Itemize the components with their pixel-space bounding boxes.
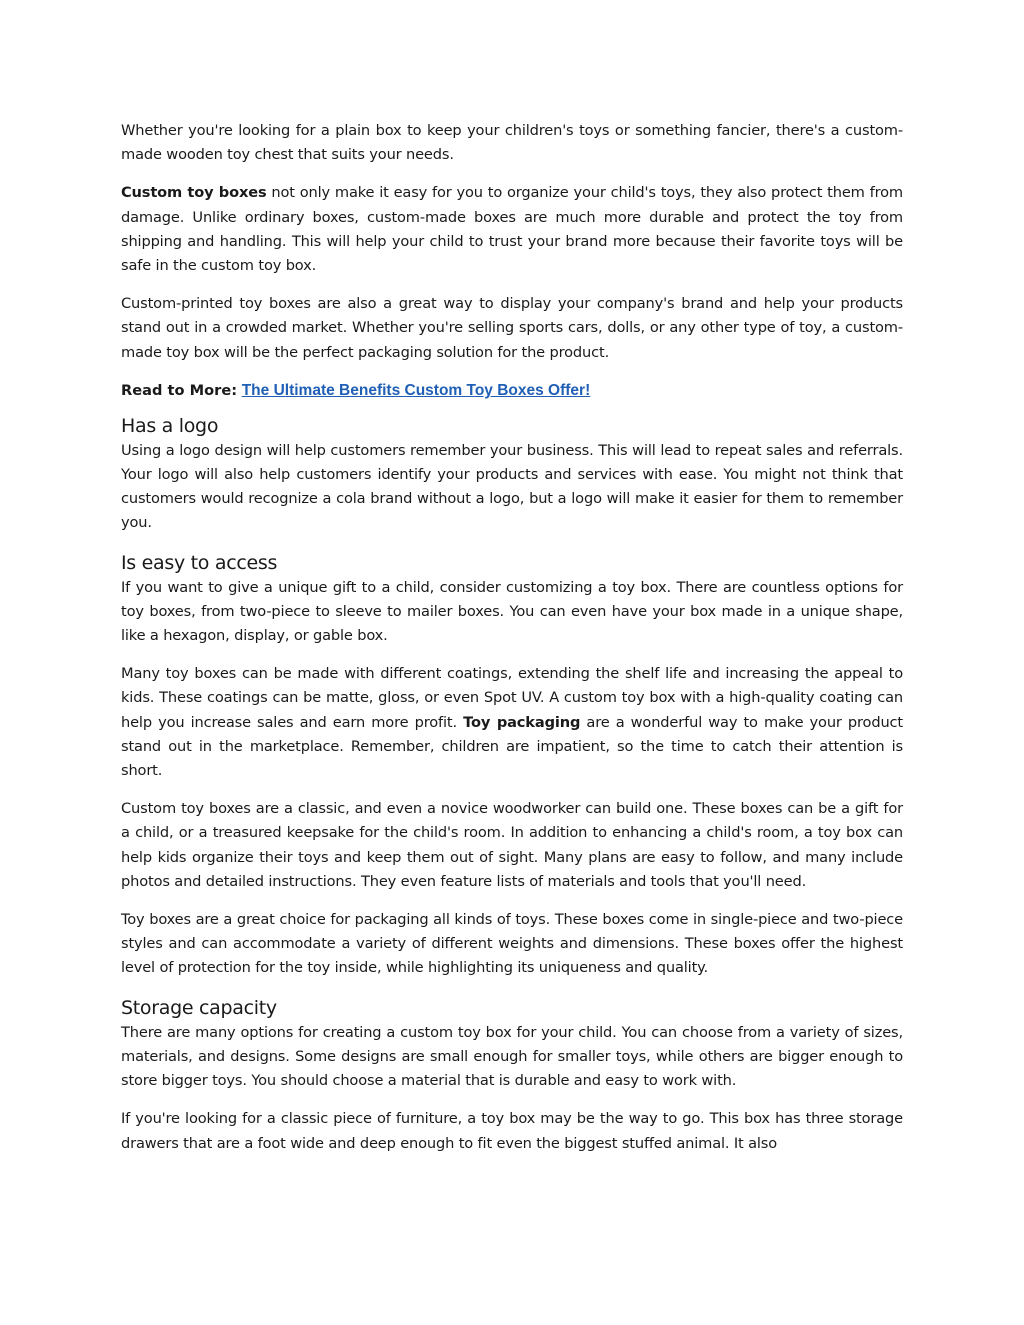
storage-paragraph-2: If you're looking for a classic piece of furniture, a toy box may be the way to go. This box has three storage drawers that are a foot wide and deep enough to fit even the biggest stuffed animal. It also [121, 1110, 903, 1152]
intro-paragraph: Whether you're looking for a plain box to keep your children's toys or something fancier, there's a custom-made wooden toy chest that suits your needs. [121, 122, 903, 164]
read-more-link[interactable]: The Ultimate Benefits Custom Toy Boxes Offer! [241, 381, 591, 399]
access-paragraph-1: If you want to give a unique gift to a child, consider customizing a toy box. There are countless options for toy boxes, from two-piece to sleeve to mailer boxes. You can even have your box made in a unique shape, like a hexagon, display, or gable box. [121, 578, 903, 645]
bold-term-custom-toy-boxes: Custom toy boxes [121, 184, 267, 202]
bold-term-toy-packaging: Toy packaging [463, 713, 581, 731]
paragraph-text: not only make it easy for you to organize your child's toys, they also protect them from damage. Unlike ordinary boxes, custom-made boxes are much more durable and protect the toy from shipping and handling. This will help your child to trust your brand more because their favorite toys will be safe in the custom toy box. [121, 184, 903, 275]
access-paragraph-4: Toy boxes are a great choice for packaging all kinds of toys. These boxes come in single-piece and two-piece styles and can accommodate a variety of different weights and dimensions. These boxes offer the highest level of protection for the toy inside, while highlighting its uniqueness and quality. [121, 911, 903, 977]
custom-toy-boxes-paragraph [121, 181, 903, 278]
access-paragraph-3: Custom toy boxes are a classic, and even a novice woodworker can build one. These boxes can be a gift for a child, or a treasured keepsake for the child's room. In addition to enhancing a child's room, a toy box can help kids organize their toys and keep them out of sight. Many plans are easy to follow, and many include photos and detailed instructions. They even feature lists of materials and tools that you'll need. [121, 800, 903, 890]
logo-paragraph: Using a logo design will help customers remember your business. This will lead to repeat sales and referrals. Your logo will also help customers identify your products and services with ease. You might not think that customers would recognize a cola brand without a logo, but a logo will make it easier for them to remember you. [121, 441, 903, 532]
heading-easy-to-access: Is easy to access [121, 551, 278, 574]
paragraph-text: Many toy boxes can be made with different coatings, extending the shelf life and increasing the appeal to kids. These coatings can be matte, gloss, or even Spot UV. A custom toy box with a high-quality coating can help you increase sales and earn more profit. [121, 665, 903, 731]
paragraph-text: are a wonderful way to make your product stand out in the marketplace. Remember, children are impatient, so the time to catch their attention is short. [121, 713, 903, 780]
heading-storage-capacity: Storage capacity [121, 996, 277, 1019]
read-more-label: Read to More: [121, 381, 238, 399]
document-page [121, 119, 903, 1169]
read-more-line [121, 379, 903, 403]
heading-has-a-logo: Has a logo [121, 414, 219, 437]
custom-printed-paragraph: Custom-printed toy boxes are also a great way to display your company's brand and help your products stand out in a crowded market. Whether you're selling sports cars, dolls, or any other type of toy, a custom-made toy box will be the perfect packaging solution for the product. [121, 295, 903, 361]
storage-paragraph-1: There are many options for creating a custom toy box for your child. You can choose from a variety of sizes, materials, and designs. Some designs are small enough for smaller toys, while others are bigger enough to store bigger toys. You should choose a material that is durable and easy to work with. [121, 1023, 903, 1090]
access-paragraph-2 [121, 662, 903, 783]
